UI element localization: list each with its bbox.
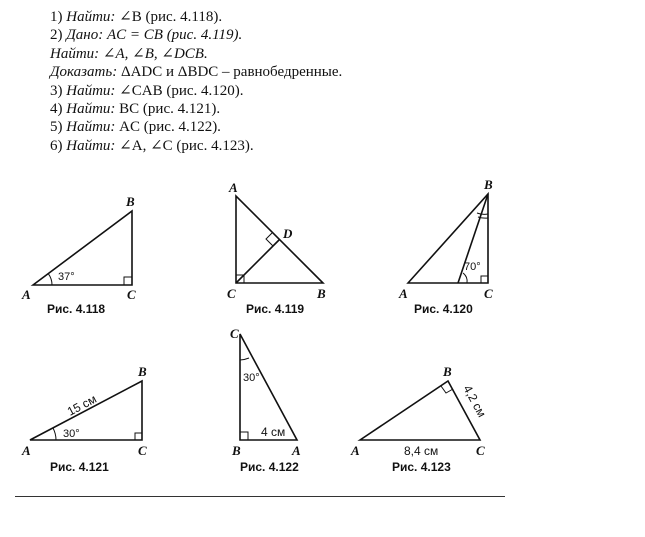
vertex-label-c: C [138,443,147,458]
task-lead: Дано: [66,27,104,44]
bottom-divider [15,496,505,497]
angle-label: 30° [243,372,260,384]
side-length-label: 4,2 см [460,382,490,420]
vertex-label-c: C [476,443,485,458]
task-text: AC (рис. 4.122). [115,119,221,136]
vertex-label-b: B [443,364,452,379]
figure-4-120 [398,177,493,316]
side-length-label: 8,4 см [404,444,439,458]
right-angle-mark [124,277,132,285]
vertex-label-a: A [351,443,360,458]
task-lead: Найти: [66,9,116,25]
vertex-label-c: C [227,286,236,301]
task-lead: Доказать: [50,64,118,81]
task-number: 4) [50,101,63,118]
vertex-label-a: A [292,443,301,458]
task-number: 2) [50,27,63,44]
vertex-label-b: B [232,443,241,458]
task-text: ∠CAB (рис. 4.120). [115,82,244,99]
figure-caption: Рис. 4.119 [246,302,305,316]
figure-caption: Рис. 4.122 [240,460,299,474]
task-text: ∠B (рис. 4.118). [115,9,223,25]
vertex-label-b: B [484,177,493,192]
task-text: ∠A, ∠C (рис. 4.123). [115,137,254,154]
right-angle-mark [135,433,142,440]
angle-arc [477,213,488,214]
median-line [236,240,279,283]
angle-label: 37° [58,271,75,283]
side-length-label: 15 см [64,391,99,419]
task-lead: Найти: [66,119,116,136]
angle-arc [48,274,52,285]
task-number: 5) [50,119,63,136]
vertex-label-a: A [22,443,31,458]
vertex-label-c: C [484,286,493,301]
task-lead: Найти: [66,101,116,118]
figure-caption: Рис. 4.121 [50,460,109,474]
angle-arc [240,358,249,360]
task-text: AC = CB (рис. 4.119). [103,27,243,44]
vertex-label-a: A [399,286,408,301]
figure-caption: Рис. 4.120 [414,302,473,316]
side-length-label: 4 см [261,425,286,439]
task-text: BC (рис. 4.121). [115,101,221,118]
task-number: 3) [50,82,63,99]
vertex-label-a: A [22,287,31,302]
figure-4-122 [230,326,301,474]
vertex-label-b: B [138,364,147,379]
figure-4-121 [21,364,147,474]
figure-4-123 [350,364,489,474]
figure-caption: Рис. 4.118 [47,302,106,316]
vertex-label-d: D [283,226,293,241]
vertex-label-b: B [126,194,135,209]
task-text: ΔADC и ΔBDC – равнобедренные. [117,64,343,81]
right-angle-mark [266,233,273,246]
angle-arc [463,273,467,283]
figure-caption: Рис. 4.123 [392,460,451,474]
vertex-label-a: A [229,180,238,195]
angle-label: 70° [464,261,481,273]
task-lead: Найти: [50,45,100,62]
figure-4-119 [227,180,326,316]
vertex-label-c: C [230,326,239,341]
right-angle-mark [481,276,488,283]
task-text: ∠A, ∠B, ∠DCB. [99,45,208,62]
right-angle-mark [240,432,248,440]
task-lead: Найти: [66,82,116,99]
task-lead: Найти: [66,137,116,154]
task-number: 6) [50,137,63,154]
angle-arc [53,428,56,440]
vertex-label-b: B [317,286,326,301]
vertex-label-c: C [127,287,136,302]
task-number: 1) [50,9,63,25]
angle-label: 30° [63,428,80,440]
figure-4-118 [21,194,136,316]
